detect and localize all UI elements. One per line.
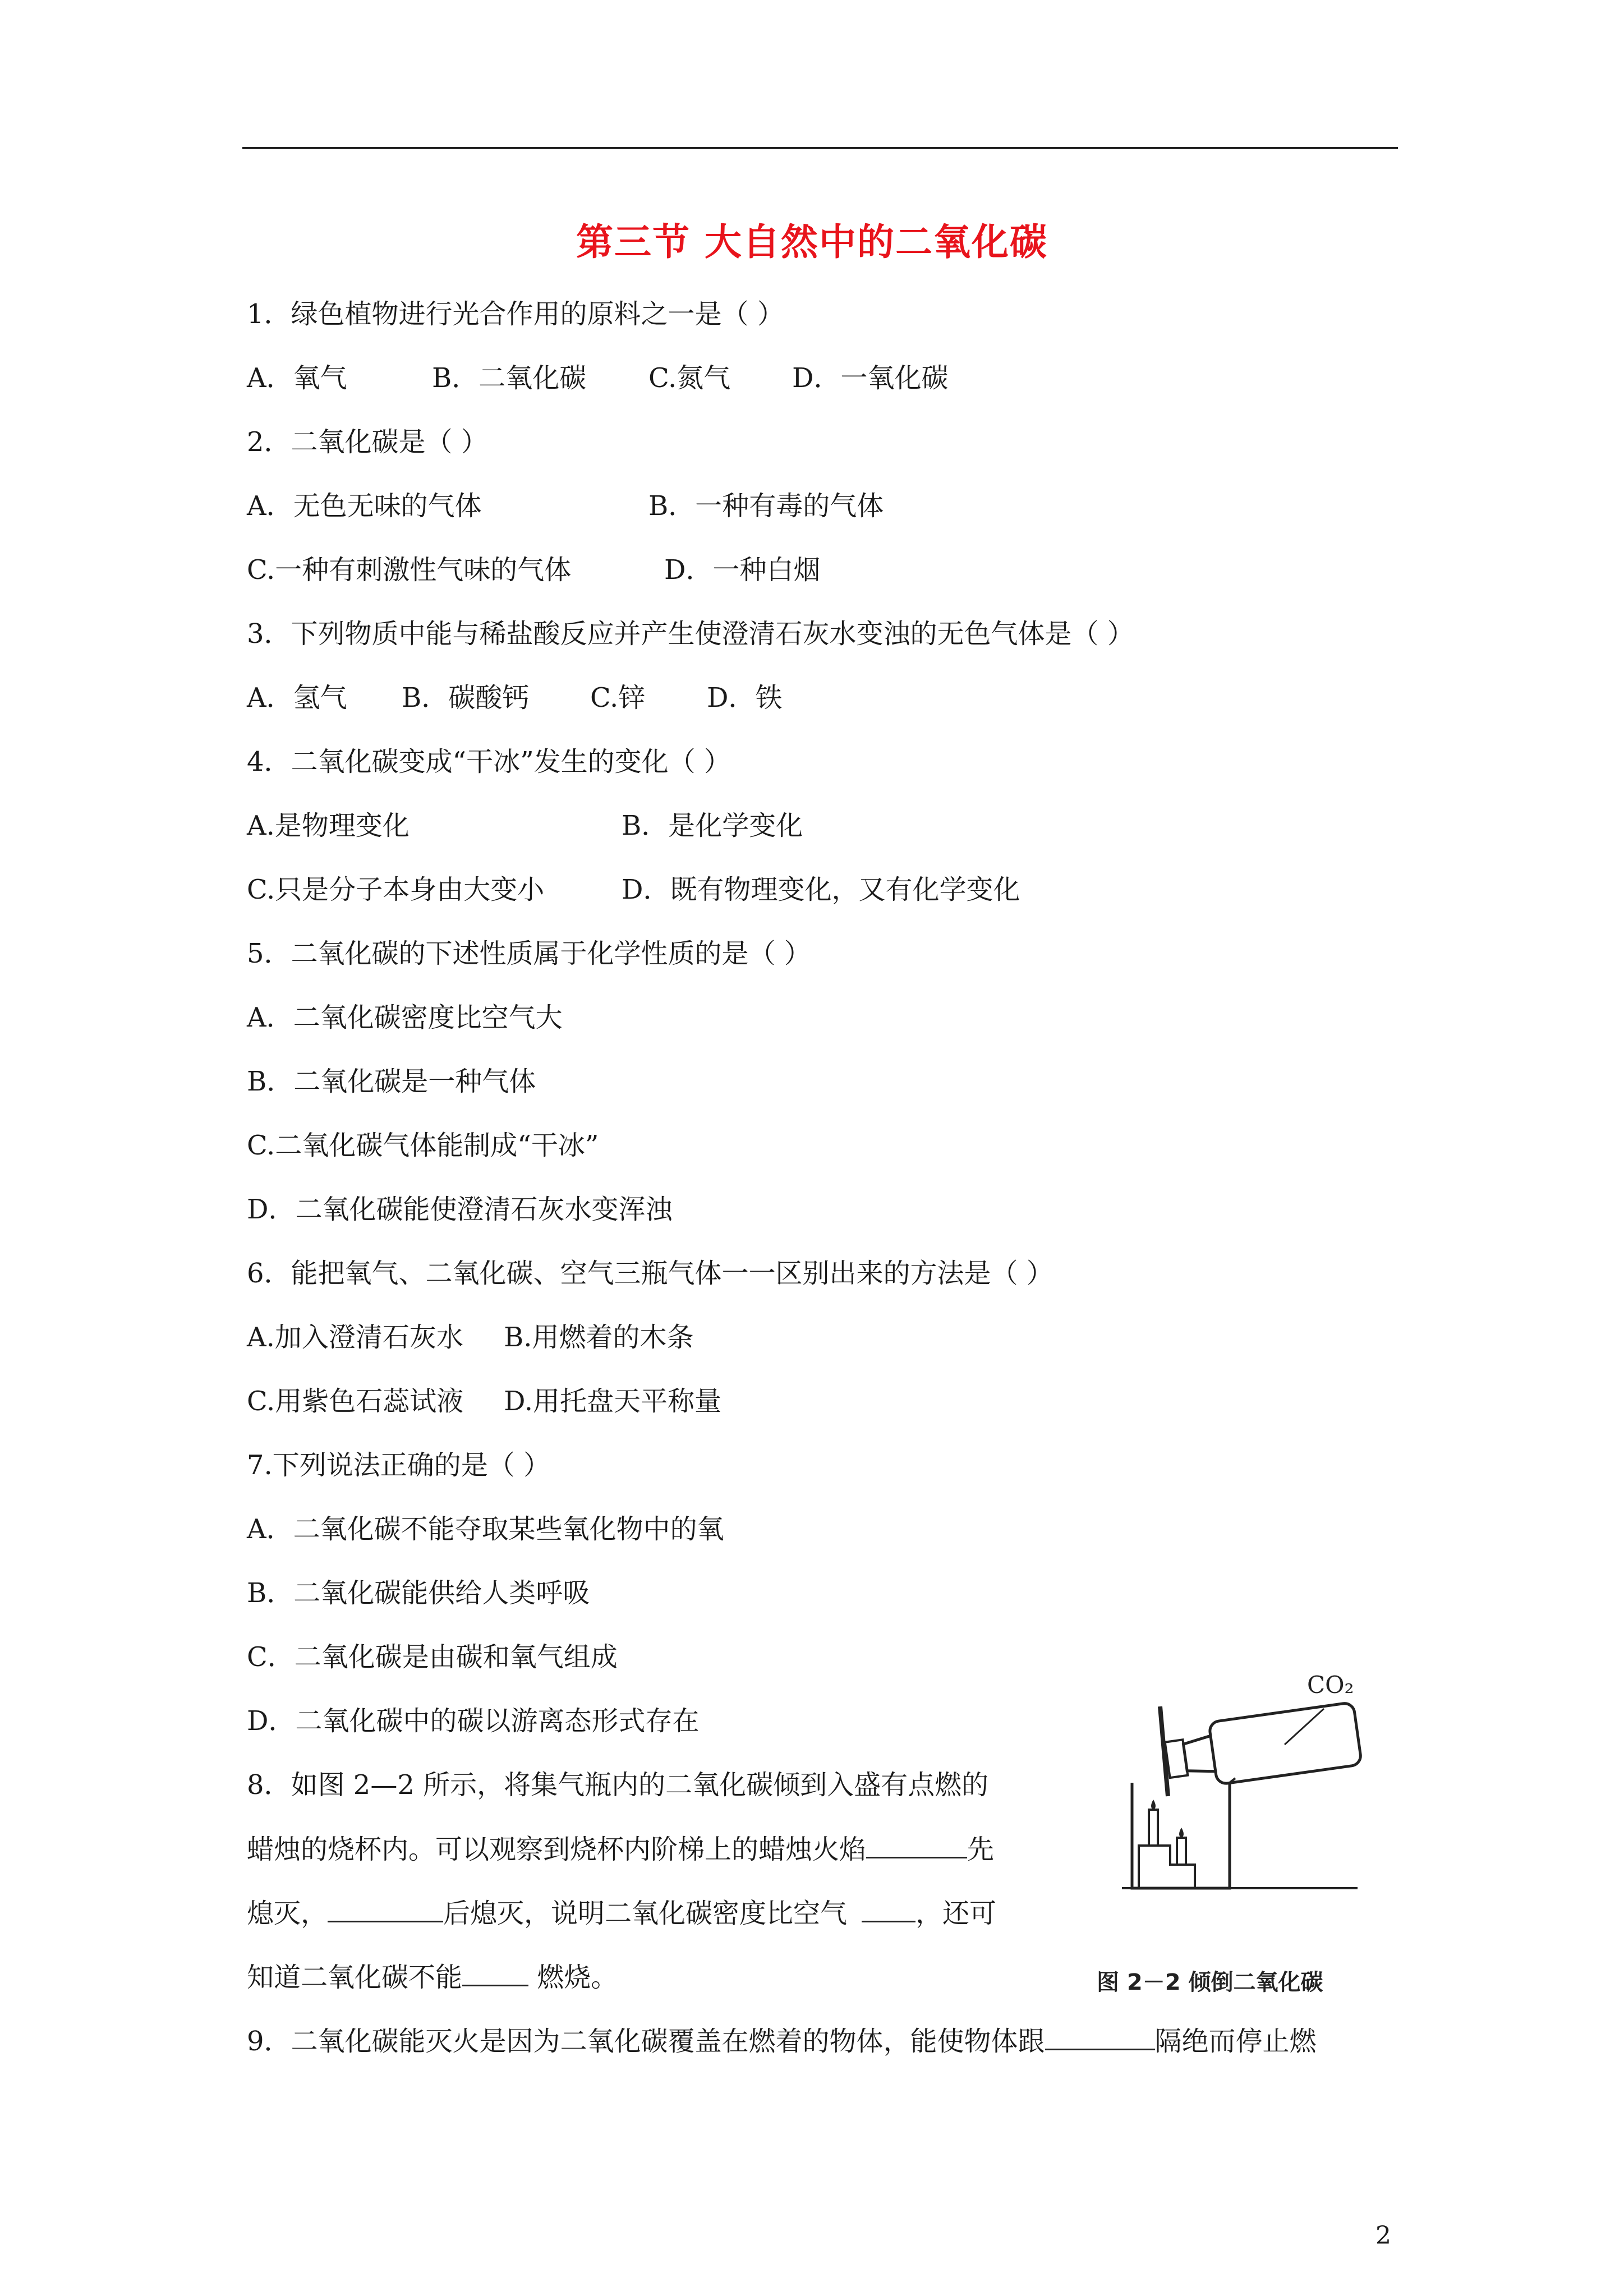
question-7-option-d: D．二氧化碳中的碳以游离态形式存在 — [247, 1705, 700, 1737]
question-8-line-3-start: 熄灭， — [247, 1898, 328, 1929]
question-5-option-a: A．二氧化碳密度比空气大 — [247, 1002, 563, 1033]
page-number: 2 — [1375, 2221, 1391, 2250]
question-8-line-3-end: ，还可 — [915, 1898, 997, 1929]
question-4-option-d: D．既有物理变化，又有化学变化 — [622, 874, 1020, 905]
question-6-option-c: C.用紫色石蕊试液 — [247, 1386, 464, 1417]
upper-candle — [1149, 1810, 1158, 1846]
question-5-option-d: D．二氧化碳能使澄清石灰水变浑浊 — [247, 1194, 673, 1225]
question-8-line-2 — [247, 1832, 994, 1866]
gas-bottle — [1163, 1702, 1361, 1791]
question-7-option-a: A．二氧化碳不能夺取某些氧化物中的氧 — [247, 1513, 724, 1545]
question-8-line-4 — [247, 1960, 618, 1994]
question-9-text: 9．二氧化碳能灭火是因为二氧化碳覆盖在燃着的物体，能使物体跟 — [247, 2026, 1045, 2057]
question-2-option-d: D．一种白烟 — [664, 554, 821, 586]
question-9-end: 隔绝而停止燃 — [1154, 2026, 1317, 2057]
answer-blank-density[interactable] — [862, 1896, 915, 1922]
question-7-stem: 7.下列说法正确的是（ ） — [247, 1450, 551, 1481]
question-3-option-a: A．氢气 — [247, 682, 347, 714]
question-6-option-d: D.用托盘天平称量 — [504, 1386, 722, 1417]
question-4-option-b: B．是化学变化 — [622, 810, 803, 841]
question-5-stem: 5．二氧化碳的下述性质属于化学性质的是（ ） — [247, 938, 811, 969]
figure-pouring-co2 — [1116, 1660, 1363, 1896]
question-8-line-4-end: 燃烧。 — [528, 1962, 618, 1993]
question-8-line-3 — [247, 1896, 996, 1930]
answer-blank-flame-first[interactable] — [866, 1832, 967, 1858]
question-6-stem: 6．能把氧气、二氧化碳、空气三瓶气体一一区别出来的方法是（ ） — [247, 1258, 1053, 1289]
answer-blank-isolation[interactable] — [1045, 2024, 1155, 2050]
question-2-option-a: A．无色无味的气体 — [247, 490, 482, 522]
question-8-line-2-text: 蜡烛的烧杯内。可以观察到烧杯内阶梯上的蜡烛火焰 — [247, 1834, 867, 1865]
question-7-option-b: B．二氧化碳能供给人类呼吸 — [247, 1577, 590, 1609]
figure-caption: 图 2－2 倾倒二氧化碳 — [1097, 1970, 1323, 1995]
header-rule — [242, 147, 1398, 149]
question-5-option-b: B．二氧化碳是一种气体 — [247, 1066, 536, 1097]
question-4-stem: 4．二氧化碳变成“干冰”发生的变化（ ） — [247, 746, 731, 777]
question-5-option-c: C.二氧化碳气体能制成“干冰” — [247, 1130, 599, 1161]
question-1-option-d: D．一氧化碳 — [792, 362, 949, 394]
question-4-option-a: A.是物理变化 — [247, 810, 410, 841]
question-3-option-b: B．碳酸钙 — [402, 682, 530, 714]
question-6-option-b: B.用燃着的木条 — [504, 1322, 694, 1353]
question-3-option-c: C.锌 — [590, 682, 646, 714]
section-title: 第三节 大自然中的二氧化碳 — [576, 220, 1048, 264]
question-1-option-c: C.氮气 — [648, 362, 731, 394]
question-2-option-b: B．一种有毒的气体 — [648, 490, 884, 522]
question-8-line-4-text: 知道二氧化碳不能 — [247, 1962, 463, 1993]
question-8-line-1: 8．如图 2—2 所示，将集气瓶内的二氧化碳倾到入盛有点燃的 — [247, 1769, 989, 1801]
question-4-option-c: C.只是分子本身由大变小 — [247, 874, 545, 905]
question-1-option-b: B．二氧化碳 — [432, 362, 587, 394]
question-9-line — [247, 2024, 1317, 2058]
question-1-option-a: A．氧气 — [247, 362, 347, 394]
lower-candle — [1177, 1838, 1186, 1865]
question-1-stem: 1．绿色植物进行光合作用的原料之一是（ ） — [247, 298, 784, 330]
question-3-stem: 3．下列物质中能与稀盐酸反应并产生使澄清石灰水变浊的无色气体是（ ） — [247, 618, 1134, 650]
question-2-stem: 2．二氧化碳是（ ） — [247, 426, 488, 458]
upper-flame — [1151, 1800, 1156, 1810]
question-6-option-a: A.加入澄清石灰水 — [247, 1322, 463, 1353]
question-7-option-c: C．二氧化碳是由碳和氧气组成 — [247, 1641, 618, 1673]
answer-blank-flame-second[interactable] — [328, 1896, 443, 1922]
label-pointer — [1285, 1709, 1324, 1745]
question-8-line-3-text: 后熄灭，说明二氧化碳密度比空气 — [443, 1898, 848, 1929]
lower-flame — [1179, 1828, 1184, 1838]
co2-apparatus-illustration — [1116, 1660, 1363, 1896]
co2-label: CO₂ — [1307, 1671, 1354, 1699]
question-3-option-d: D．铁 — [707, 682, 783, 714]
answer-blank-combustion[interactable] — [462, 1960, 528, 1986]
question-2-option-c: C.一种有刺激性气味的气体 — [247, 554, 572, 586]
question-8-line-2-end: 先 — [967, 1834, 995, 1865]
